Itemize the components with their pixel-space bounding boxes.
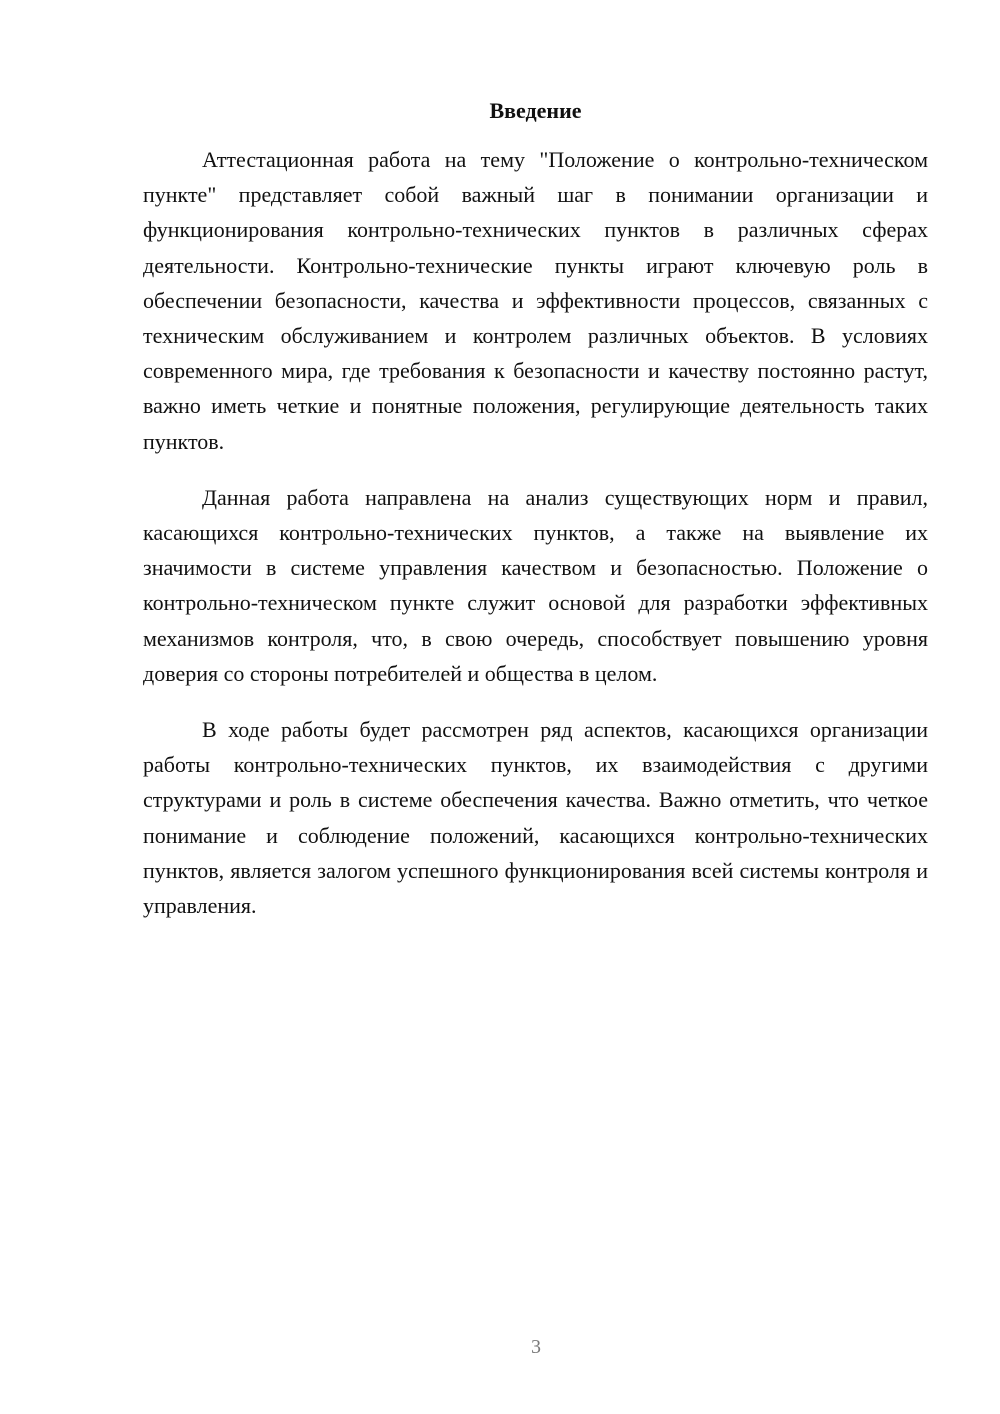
page-number: 3 xyxy=(531,1336,541,1358)
paragraph: В ходе работы будет рассмотрен ряд аспектов, касающихся организации работы контрольно-технических пунктов, их взаимодействия с другими структурами и роль в системе обеспечения качества. Важно отметить, что четкое понимание и соблюдение положений, касающихся контрольно-технических пунктов, является залогом успешного функционирования всей системы контроля и управления. xyxy=(143,717,928,919)
paragraph: Данная работа направлена на анализ существующих норм и правил, касающихся контрольно-технических пунктов, а также на выявление их значимости в системе управления качеством и безопасностью. Положение о контрольно-техническом пункте служит основой для разработки эффективных механизмов контроля, что, в свою очередь, способствует повышению уровня доверия со стороны потребителей и общества в целом. xyxy=(143,484,928,686)
paragraph: Аттестационная работа на тему "Положение о контрольно-техническом пункте" представляет собой важный шаг в понимании организации и функционирования контрольно-технических пунктов в различных сферах деятельности. Контрольно-технические пункты играют ключевую роль в обеспечении безопасности, качества и эффективности процессов, связанных с техническим обслуживанием и контролем различных объектов. В условиях современного мира, где требования к безопасности и качеству постоянно растут, важно иметь четкие и понятные положения, регулирующие деятельность таких пунктов. xyxy=(143,147,928,454)
document-body xyxy=(143,142,928,944)
page-title: Введение xyxy=(489,98,582,123)
